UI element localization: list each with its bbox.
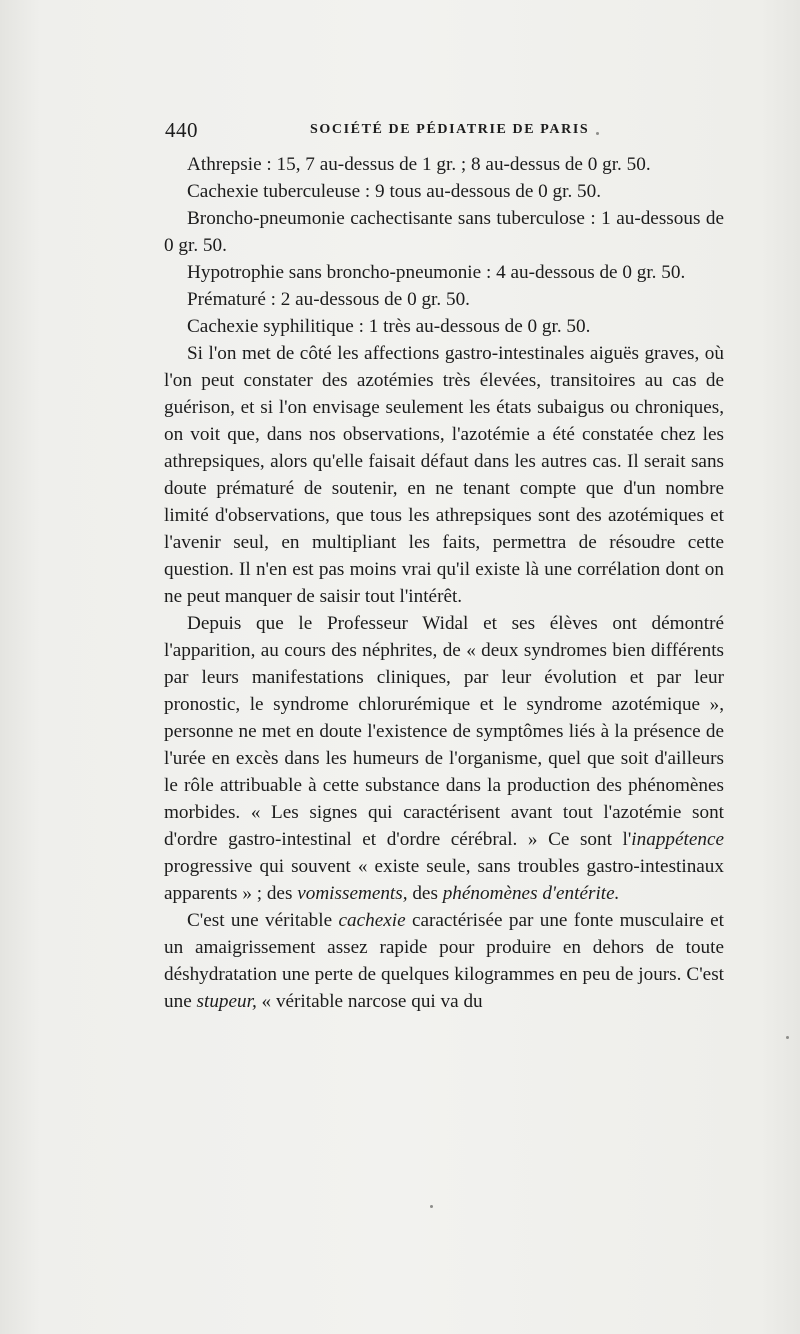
paragraph-athrepsie: Athrepsie : 15, 7 au-dessus de 1 gr. ; 8 au-dessus de 0 gr. 50.: [187, 154, 651, 175]
cachexie-text-3: « véritable narcose qui va du: [256, 991, 483, 1012]
paragraph-widal: [164, 610, 724, 907]
page-header: [165, 118, 725, 146]
widal-text-1: Depuis que le Professeur Widal et ses élèves ont démontré l'apparition, au cours des néphrites, de « deux syndromes bien différents par leurs manifestations cliniques, par leur évolution et par leur pronostic, le syndrome chlorurémique et le syndrome azotémique », personne ne met en doute l'existence de symptômes liés à la présence de l'urée en excès dans les humeurs de l'organisme, quel que soit d'ailleurs le rôle attribuable à cette substance dans la production des phénomènes morbides. « Les signes qui caractérisent avant tout l'azotémie sont d'ordre gastro-intestinal et d'ordre cérébral. » Ce sont l': [164, 613, 724, 850]
paragraph-cachexie-tuberculeuse: Cachexie tuberculeuse : 9 tous au-dessous de 0 gr. 50.: [187, 181, 602, 202]
paragraph-cachexie-syphilitique: Cachexie syphilitique : 1 très au-dessous de 0 gr. 50.: [187, 316, 591, 337]
widal-emphasis-vomissements: vomissements,: [297, 883, 408, 904]
paragraph-broncho-pneumonie: Broncho-pneumonie cachectisante sans tuberculose : 1 au-dessous de 0 gr. 50.: [164, 208, 724, 256]
body-text: [164, 151, 724, 1015]
stupeur-emphasis: stupeur,: [196, 991, 257, 1012]
paragraph-premature: Prématuré : 2 au-dessous de 0 gr. 50.: [187, 289, 470, 310]
paper-speck: [786, 1036, 789, 1039]
widal-text-3: des: [407, 883, 443, 904]
cachexie-text-2: caractérisée par une fonte musculaire et un amaigrissement assez rapide pour produire en dehors de toute déshydratation une perte de quelques kilogrammes en peu de jours. C'est une: [164, 910, 724, 1012]
paragraph-affections-gastro-intestinales: Si l'on met de côté les affections gastro-intestinales aiguës graves, où l'on peut constater des azotémies très élevées, transitoires au cas de guérison, et si l'on envisage seulement les états subaigus ou chroniques, on voit que, dans nos observations, l'azotémie a été constatée chez les athrepsiques, alors qu'elle faisait défaut dans les autres cas. Il serait sans doute prématuré de soutenir, en ne tenant compte que d'un nombre limité d'observations, que tous les athrepsiques sont des azotémiques et l'avenir seul, en multipliant les faits, permettra de résoudre cette question. Il n'en est pas moins vrai qu'il existe là une corrélation dont on ne peut manquer de saisir tout l'intérêt.: [164, 343, 724, 607]
paragraph-cachexie: [164, 907, 724, 1015]
widal-text-2: progressive qui souvent « existe seule, sans troubles gastro-intestinaux apparents » ; des: [164, 856, 724, 904]
widal-emphasis-inappetence: inappétence: [631, 829, 724, 850]
paragraph-hypotrophie: Hypotrophie sans broncho-pneumonie : 4 au-dessous de 0 gr. 50.: [187, 262, 686, 283]
cachexie-text-1: C'est une véritable: [187, 910, 339, 931]
cachexie-emphasis: cachexie: [338, 910, 406, 931]
paper-speck: [430, 1205, 433, 1208]
page-number: 440: [165, 118, 198, 142]
paper-speck: [596, 132, 599, 135]
running-title: SOCIÉTÉ DE PÉDIATRIE DE PARIS: [310, 122, 590, 137]
widal-emphasis-enterite: phénomènes d'entérite.: [442, 883, 620, 904]
